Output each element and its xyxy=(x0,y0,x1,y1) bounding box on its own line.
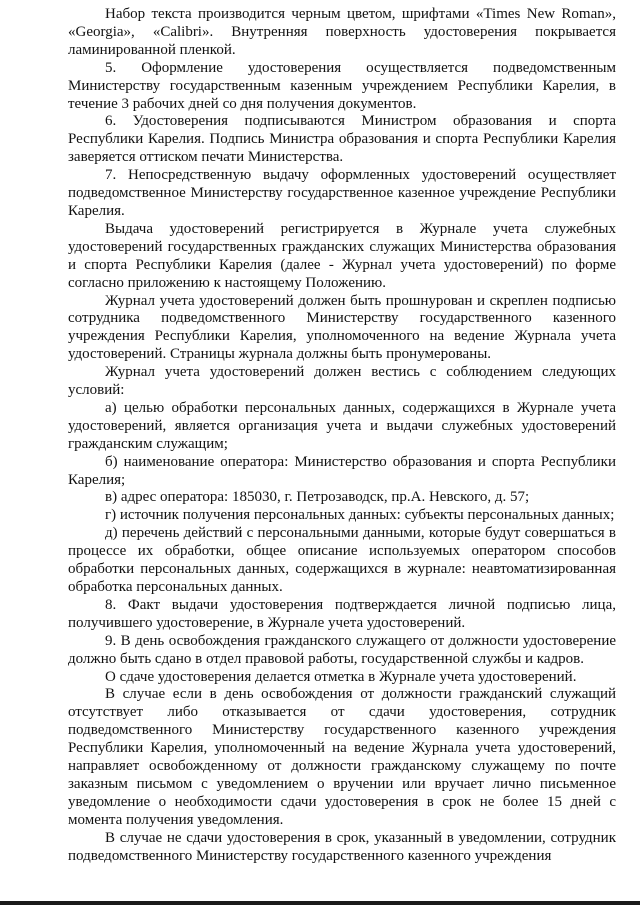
paragraph-journal-conditions: Журнал учета удостоверений должен вестись с соблюдением следующих условий: xyxy=(68,364,616,399)
paragraph-item-9: 9. В день освобождения гражданского служащего от должности удостоверение должно быть сдано в отдел правовой работы, государственной службы и кадров. xyxy=(68,632,616,667)
paragraph-font-requirements: Набор текста производится черным цветом, шрифтами «Times New Roman», «Georgia», «Calibri». Внутренняя поверхность удостоверения покрывается ламинированной пленкой. xyxy=(68,6,616,58)
paragraph-item-8: 8. Факт выдачи удостоверения подтверждается личной подписью лица, получившего удостоверение, в Журнале учета удостоверений. xyxy=(68,596,616,631)
paragraph-condition-a: а) целью обработки персональных данных, содержащихся в Журнале учета удостоверений, является организация учета и выдачи служебных удостоверений гражданским служащим; xyxy=(68,399,616,452)
page-bottom-edge xyxy=(0,901,640,905)
paragraph-journal-binding: Журнал учета удостоверений должен быть прошнурован и скреплен подписью сотрудника подведомственного Министерству государственного казенного учреждения Республики Карелия, уполномоченного на ведение Журнала учета удостоверений. Страницы журнала должны быть пронумерованы. xyxy=(68,292,616,363)
paragraph-item-6: 6. Удостоверения подписываются Министром образования и спорта Республики Карелия. Подпись Министра образования и спорта Республики Карелия заверяется оттиском печати Министерства. xyxy=(68,113,616,166)
paragraph-absence-case: В случае если в день освобождения от должности гражданский служащий отсутствует либо отказывается от сдачи удостоверения, сотрудник подведомственного Министерству государственного казенного учреждения Республики Карелия, уполномоченный на ведение Журнала учета удостоверений, направляет освобожденному от должности гражданскому служащему по почте заказным письмом с уведомлением о вручении или вручает лично письменное уведомление о необходимости сдачи удостоверения в срок не более 15 дней с момента получения уведомления. xyxy=(68,686,616,828)
paragraph-surrender-note: О сдаче удостоверения делается отметка в Журнале учета удостоверений. xyxy=(105,668,577,685)
document-page xyxy=(68,6,616,866)
paragraph-condition-v: в) адрес оператора: 185030, г. Петрозаводск, пр.А. Невского, д. 57; xyxy=(105,489,530,506)
paragraph-item-7: 7. Непосредственную выдачу оформленных удостоверений осуществляет подведомственное Министерству государственное казенное учреждение Республики Карелия. xyxy=(68,167,616,219)
paragraph-issuance-registration: Выдача удостоверений регистрируется в Журнале учета служебных удостоверений государственных гражданских служащих Министерства образования и спорта Республики Карелия (далее - Журнал учета удостоверений) по форме согласно приложению к настоящему Положению. xyxy=(68,220,616,291)
paragraph-non-surrender-case: В случае не сдачи удостоверения в срок, указанный в уведомлении, сотрудник подведомственного Министерству государственного казенного учреждения xyxy=(68,829,616,864)
paragraph-condition-g: г) источник получения персональных данных: субъекты персональных данных; xyxy=(105,507,615,524)
paragraph-condition-b: б) наименование оператора: Министерство образования и спорта Республики Карелия; xyxy=(68,453,616,488)
paragraph-item-5: 5. Оформление удостоверения осуществляется подведомственным Министерству государственным казенным учреждением Республики Карелия, в течение 3 рабочих дней со дня получения документов. xyxy=(68,59,616,112)
paragraph-condition-d: д) перечень действий с персональными данными, которые будут совершаться в процессе их обработки, общее описание используемых оператором способов обработки персональных данных, содержащихся в журнале: неавтоматизированная обработка персональных данных. xyxy=(68,525,616,595)
